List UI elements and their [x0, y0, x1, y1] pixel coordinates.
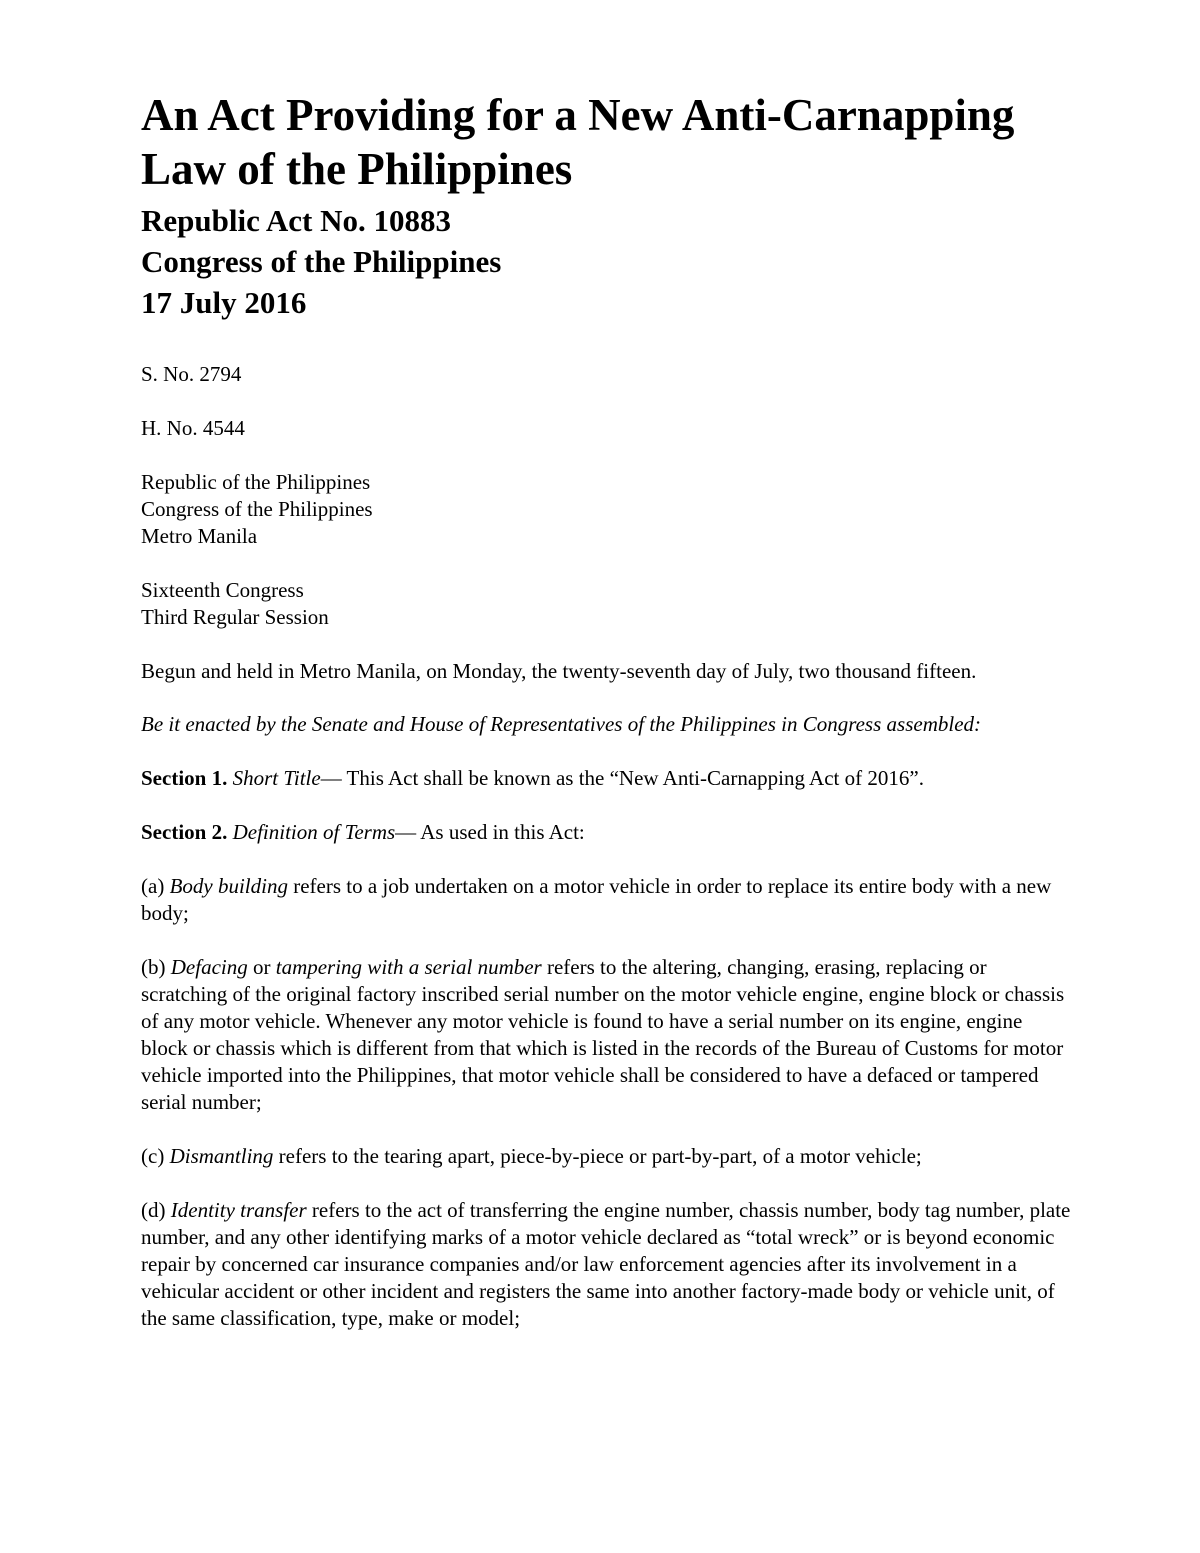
definition-text: refers to a job undertaken on a motor vehicle in order to replace its entire body with a new body;	[141, 874, 1052, 925]
definition-term: Dismantling	[169, 1144, 274, 1168]
session-line: Third Regular Session	[141, 605, 329, 629]
act-date: 17 July 2016	[141, 285, 307, 320]
session-block	[141, 577, 1071, 631]
definition-a	[141, 873, 1071, 927]
address-line: Republic of the Philippines	[141, 470, 371, 494]
senate-number: S. No. 2794	[141, 362, 242, 386]
section-label: Section 1.	[141, 766, 228, 790]
definition-connector: or	[247, 955, 276, 979]
definition-term: tampering with a serial number	[275, 955, 542, 979]
act-number: Republic Act No. 10883	[141, 203, 451, 238]
definition-text: refers to the act of transferring the engine number, chassis number, body tag number, plate number, and any other identifying marks of a motor vehicle declared as “total wreck” or is beyond economic repair by concerned car insurance companies and/or law enforcement agencies after its involvement in a vehicular accident or other incident and registers the same into another factory-made body or vehicle unit, of the same classification, type, make or model;	[141, 1198, 1071, 1330]
issuer: Congress of the Philippines	[141, 244, 502, 279]
section-label: Section 2.	[141, 820, 228, 844]
definition-marker: (c)	[141, 1144, 165, 1168]
definition-text: refers to the tearing apart, piece-by-piece or part-by-part, of a motor vehicle;	[273, 1144, 922, 1168]
address-line: Congress of the Philippines	[141, 497, 373, 521]
session-line: Sixteenth Congress	[141, 578, 304, 602]
section-2	[141, 819, 1071, 846]
definition-text: refers to the altering, changing, erasing, replacing or scratching of the original factory inscribed serial number on the motor vehicle engine, engine block or chassis of any motor vehicle. Whenever any motor vehicle is found to have a serial number on its engine, engine block or chassis which is different from that which is listed in the records of the Bureau of Customs for motor vehicle imported into the Philippines, that motor vehicle shall be considered to have a defaced or tampered serial number;	[141, 955, 1065, 1114]
definition-marker: (a)	[141, 874, 165, 898]
begun-paragraph: Begun and held in Metro Manila, on Monday, the twenty-seventh day of July, two thousand fifteen.	[141, 659, 977, 683]
definition-marker: (d)	[141, 1198, 166, 1222]
enacting-clause	[141, 711, 1071, 738]
definition-c	[141, 1143, 1071, 1170]
enacting-clause-text: Be it enacted by the Senate and House of Representatives of the Philippines in Congress assembled:	[141, 712, 982, 736]
definition-term: Body building	[169, 874, 288, 898]
address-line: Metro Manila	[141, 524, 258, 548]
definition-term: Identity transfer	[170, 1198, 307, 1222]
section-heading: Short Title	[232, 766, 321, 790]
section-text: — This Act shall be known as the “New Anti-Carnapping Act of 2016”.	[320, 766, 924, 790]
document-content	[141, 88, 1071, 1332]
definition-marker: (b)	[141, 955, 166, 979]
definition-term: Defacing	[170, 955, 248, 979]
section-1	[141, 765, 1071, 792]
document-title: An Act Providing for a New Anti-Carnapping Law of the Philippines	[141, 90, 1015, 194]
definition-d	[141, 1197, 1071, 1332]
definition-b	[141, 954, 1071, 1116]
address-block	[141, 469, 1071, 550]
section-heading: Definition of Terms	[232, 820, 396, 844]
section-text: — As used in this Act:	[395, 820, 585, 844]
house-number: H. No. 4544	[141, 416, 245, 440]
